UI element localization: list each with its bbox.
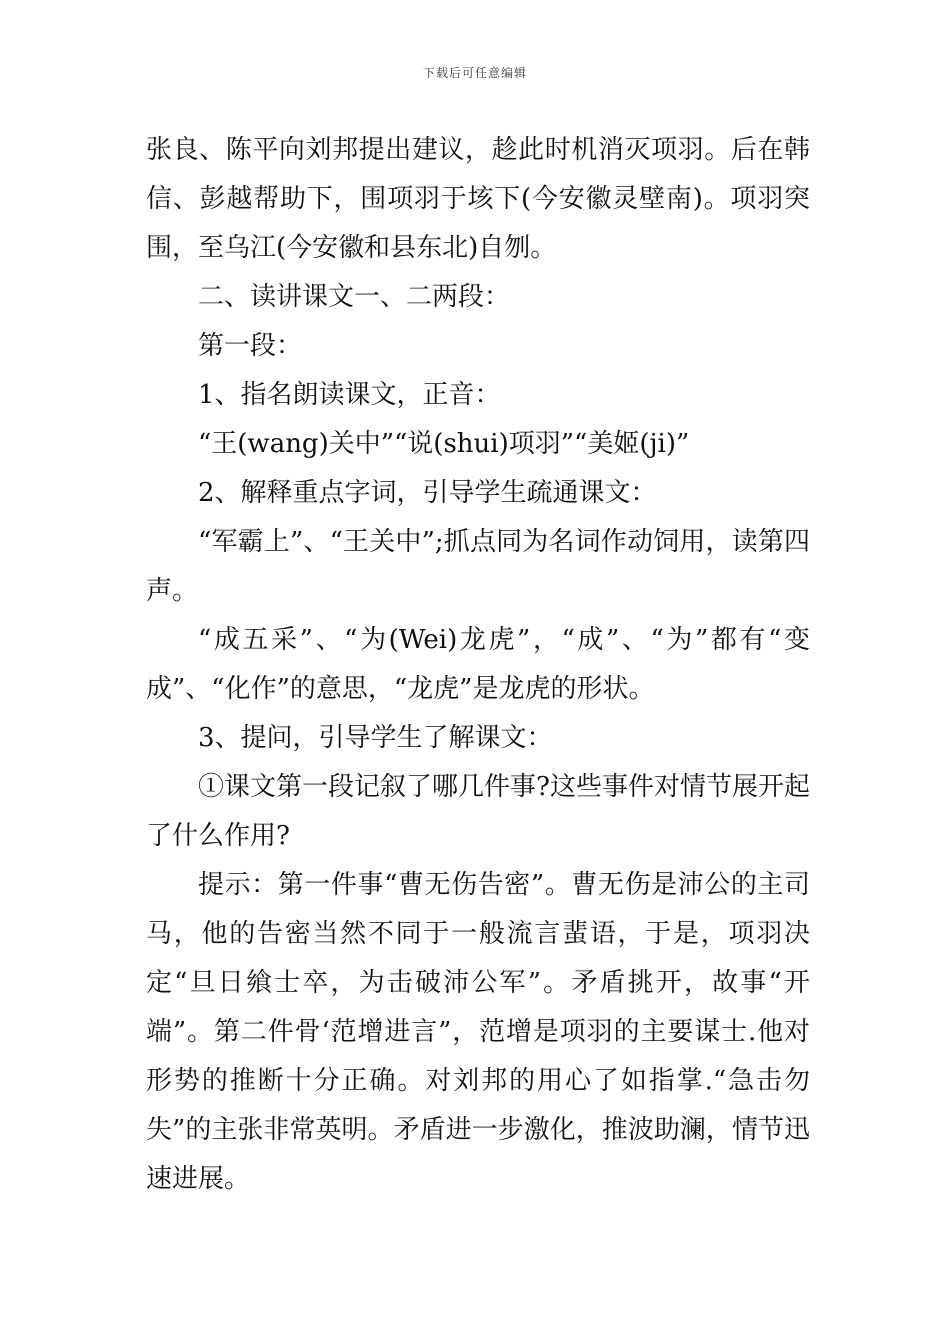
document-body (146, 126, 810, 1204)
paragraph-1: 张良、陈平向刘邦提出建议，趁此时机消灭项羽。后在韩信、彭越帮助下，围项羽于垓下(今安徽灵壁南)。项羽突围，至乌江(今安徽和县东北)自刎。 (146, 135, 810, 263)
paragraph-9: 3、提问，引导学生了解课文： (198, 723, 553, 753)
paragraph-6: 2、解释重点字词，引导学生疏通课文： (198, 478, 657, 508)
paragraph-4: 1、指名朗读课文，正音： (198, 380, 501, 410)
paragraph-2: 二、读讲课文一、二两段： (198, 282, 511, 312)
paragraph-5: “王(wang)关中”“说(shui)项羽”“美姬(ji)” (198, 429, 690, 459)
page-header-note: 下载后可任意编辑 (422, 66, 527, 80)
paragraph-3: 第一段： (198, 331, 303, 361)
paragraph-8: “成五采”、“为(Wei)龙虎”，“成”、“为”都有“变成”、“化作”的意思，“龙虎”是龙虎的形状。 (146, 625, 810, 704)
paragraph-10: ①课文第一段记叙了哪几件事?这些事件对情节展开起了什么作用? (146, 772, 810, 851)
paragraph-7: “军霸上”、“王关中”;抓点同为名词作动饲用，读第四声。 (146, 527, 810, 606)
paragraph-11: 提示：第一件事“曹无伤告密”。曹无伤是沛公的主司马，他的告密当然不同于一般流言蜚语，于是，项羽决定“旦日飨士卒，为击破沛公军”。矛盾挑开，故事“开端”。第二件骨‘范增进言”，范增是项羽的主要谋士.他对形势的推断十分正确。对刘邦的用心了如指掌.“急击勿失”的主张非常英明。矛盾进一步激化，推波助澜，情节迅速进展。 (146, 870, 810, 1194)
